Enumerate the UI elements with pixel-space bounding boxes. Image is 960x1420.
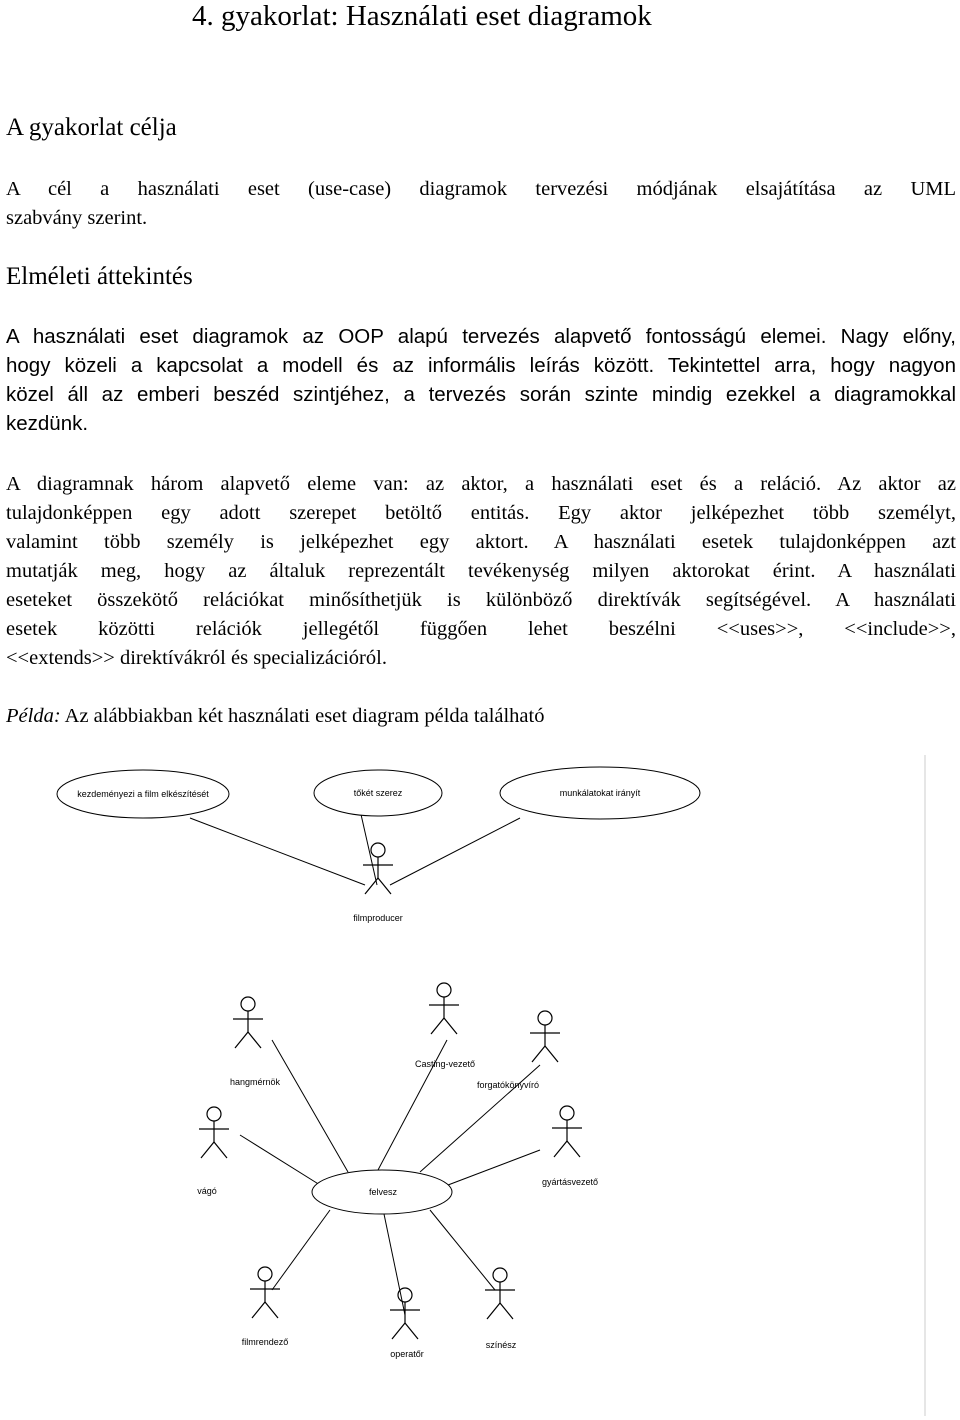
theory-paragraph-1: [6, 322, 956, 438]
actor-label: filmproducer: [353, 913, 403, 923]
example-label: Példa:: [6, 705, 61, 727]
actor-gyartasvezeto: [542, 1106, 598, 1187]
actor-label: hangmérnök: [229, 1077, 281, 1087]
actor-icon: [485, 1268, 515, 1319]
use-case-label: kezdeményezi a film elkészítését: [77, 789, 209, 799]
actor-label: forgatókönyvíró: [476, 1080, 540, 1090]
paragraph-line: valamint több személy is jelképezhet egy aktort. A használati esetek tulajdonképpen azt: [6, 531, 956, 553]
actor-icon: [363, 843, 393, 894]
paragraph-line: A diagramnak három alapvető eleme van: az aktor, a használati eset és a reláció. Az aktor az: [6, 473, 956, 495]
actor-icon: [390, 1288, 420, 1339]
paragraph-line: eseteket összekötő relációkat minősíthetjük is különböző direktívák segítségével. A használati: [6, 589, 956, 611]
paragraph-line: A használati eset diagramok az OOP alapú tervezés alapvető fontosságú elemei. Nagy előny,: [6, 325, 956, 348]
paragraph-line: hogy közeli a kapcsolat a modell és az informális leírás között. Tekintettel arra, hogy nagyon: [6, 354, 956, 377]
actor-icon: [250, 1267, 280, 1318]
actor-casting-vezeto: [415, 983, 475, 1069]
association-line: [390, 818, 520, 885]
association-line: [272, 1210, 330, 1290]
actor-icon: [233, 997, 263, 1048]
paragraph-line: közel áll az emberi beszéd szintjéhez, a tervezés során szinte mindig ezekkel a diagramokkal: [6, 383, 956, 406]
association-line: [384, 1214, 405, 1315]
use-case-diagram: [40, 748, 940, 1416]
association-lines: [190, 810, 540, 1315]
use-case-label: tőkét szerez: [353, 788, 403, 798]
actor-label: gyártásvezető: [541, 1177, 599, 1187]
paragraph-line: esetek közötti relációk jellegétől függően lehet beszélni <<uses>>, <<include>>,: [6, 618, 956, 640]
actor-icon: [530, 1011, 560, 1062]
actor-label: vágó: [197, 1186, 217, 1196]
page-title: 4. gyakorlat: Használati eset diagramok: [192, 0, 652, 32]
paragraph-line: kezdünk.: [6, 412, 89, 435]
theory-paragraph-2: [6, 470, 956, 673]
use-case-label: munkálatokat irányít: [559, 788, 641, 798]
actor-label: színész: [485, 1340, 517, 1350]
actor-icon: [199, 1107, 229, 1158]
section-heading-goal: A gyakorlat célja: [6, 114, 177, 141]
association-line: [360, 810, 377, 885]
actor-operator: [390, 1288, 424, 1359]
association-line: [190, 818, 365, 885]
paragraph-line: <<extends>> direktívákról és specializációról.: [6, 647, 387, 669]
association-line: [240, 1135, 320, 1185]
actor-label: filmrendező: [241, 1337, 289, 1347]
paragraph-line: mutatják meg, hogy az általuk reprezentált tevékenység milyen aktorokat érint. A használati: [6, 560, 956, 582]
actor-forgatokonyviro: [477, 1011, 560, 1090]
actor-szinesz: [485, 1268, 517, 1350]
actor-filmrendezo: [242, 1267, 289, 1347]
paragraph-line: A cél a használati eset (use-case) diagramok tervezési módjának elsajátítása az UML: [6, 178, 956, 200]
actor-icon: [552, 1106, 582, 1157]
paragraph-line: tulajdonképpen egy adott szerepet betöltő entitás. Egy aktor jelképezhet több személyt,: [6, 502, 956, 524]
actor-label: operatőr: [390, 1349, 424, 1359]
association-line: [430, 1210, 495, 1290]
actor-vago: [197, 1107, 229, 1196]
example-caption: [6, 702, 956, 731]
use-case-label-felvesz: felvesz: [368, 1187, 398, 1197]
goal-paragraph: [6, 175, 956, 233]
section-heading-theory: Elméleti áttekintés: [6, 263, 193, 290]
use-case-row: [57, 767, 700, 819]
association-line: [448, 1150, 540, 1185]
paragraph-line: szabvány szerint.: [6, 207, 148, 229]
example-line: [6, 702, 956, 731]
example-text: Az alábbiakban két használati eset diagram példa található: [60, 705, 545, 727]
actor-label: Casting-vezető: [414, 1059, 476, 1069]
association-line: [272, 1040, 348, 1172]
actor-icon: [429, 983, 459, 1034]
